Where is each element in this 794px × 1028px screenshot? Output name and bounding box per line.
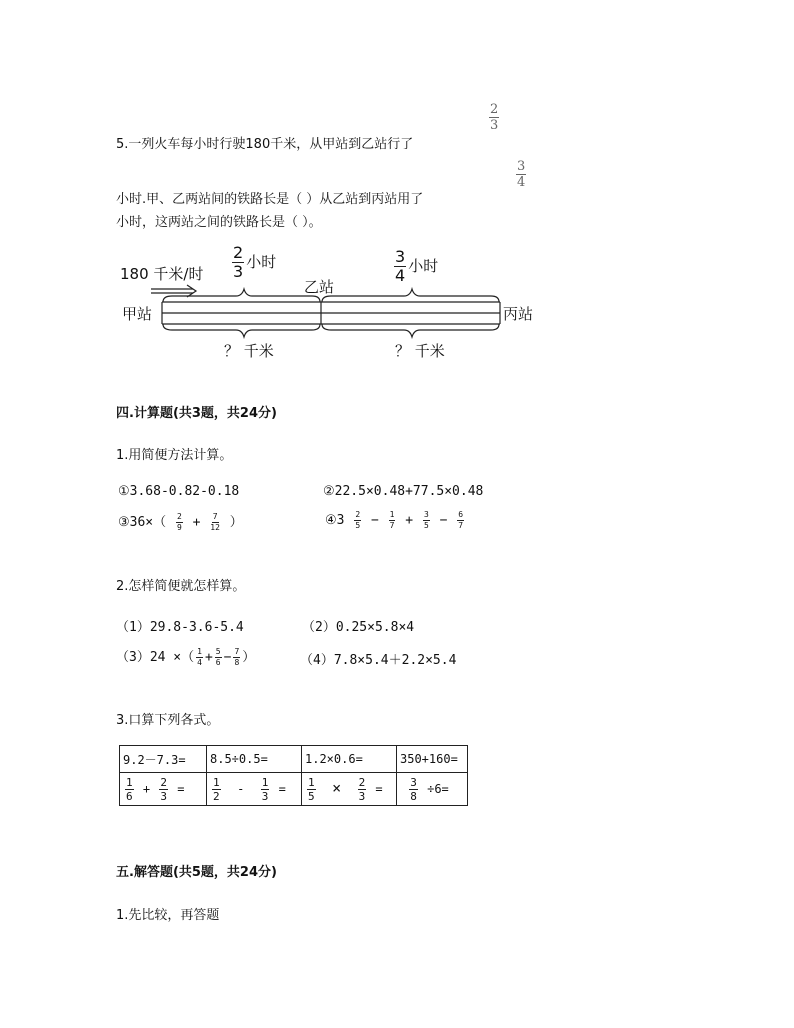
numerator: 2: [233, 243, 244, 262]
q2-item-3: [116, 646, 255, 667]
denominator: 3: [233, 262, 244, 281]
denominator: 5: [308, 789, 315, 803]
table-cell: [397, 773, 468, 806]
equals-sign: =: [375, 781, 383, 796]
table-row: [120, 746, 468, 773]
numerator: 1: [213, 775, 220, 789]
numerator: 7: [212, 512, 218, 521]
mental-math-table: [119, 745, 468, 806]
denominator: 4: [517, 175, 526, 190]
q2-item-4: （4）7.8×5.4＋2.2×5.4: [300, 653, 457, 668]
numerator: 3: [423, 510, 429, 519]
q2-item-2: （2）0.25×5.8×4: [302, 620, 415, 635]
numerator: 2: [358, 775, 366, 789]
station-a-label: 甲站: [122, 305, 153, 323]
direction-arrow: [151, 285, 196, 297]
item-prefix: ③36×（: [118, 515, 167, 530]
q1-item-d: [325, 511, 466, 530]
denominator: 3: [261, 789, 269, 803]
top-brace-1: [163, 289, 320, 302]
numerator: 2: [355, 510, 361, 519]
numerator: 1: [126, 775, 133, 789]
denominator: 4: [395, 266, 406, 285]
table-cell: [302, 773, 397, 806]
time2-unit: 小时: [408, 257, 439, 275]
section5-q1: 1.先比较，再答题: [116, 908, 220, 923]
q1-item-b: ②22.5×0.48+77.5×0.48: [323, 484, 484, 499]
problem5-line1: 5.一列火车每小时行驶180千米，从甲站到乙站行了: [116, 137, 414, 152]
operator: +: [405, 513, 414, 528]
problem5-line2: 小时.甲、乙两站间的铁路长是（ ）从乙站到丙站用了: [116, 192, 424, 207]
operator: +: [204, 650, 213, 665]
operator: -: [237, 781, 245, 796]
denominator: 2: [213, 789, 220, 803]
numerator: 1: [261, 775, 269, 789]
item-suffix: ）: [242, 650, 256, 665]
denominator: 3: [358, 789, 366, 803]
table-cell: 1.2×0.6=: [302, 746, 397, 773]
table-cell: [120, 773, 207, 806]
table-cell: 350+160=: [397, 746, 468, 773]
numerator: 2: [176, 512, 182, 521]
denominator: 7: [458, 521, 464, 530]
numerator: 3: [517, 159, 526, 174]
numerator: 1: [389, 510, 395, 519]
section5-heading: 五.解答题(共5题，共24分): [116, 865, 277, 880]
denominator: 8: [234, 658, 240, 667]
table-cell: 9.2－7.3=: [120, 746, 207, 773]
table-cell: 8.5÷0.5=: [207, 746, 302, 773]
item-prefix: （3）24 ×（: [116, 650, 195, 665]
denominator: 3: [160, 789, 167, 803]
distance-question-2: ？ 千米: [395, 342, 445, 360]
time1-unit: 小时: [246, 253, 277, 271]
bottom-brace-1: [163, 324, 320, 337]
numerator: 7: [234, 647, 240, 656]
q3-title: 3.口算下列各式。: [116, 713, 220, 728]
railway-diagram: [0, 0, 794, 400]
item-suffix: ）: [229, 515, 243, 530]
railway-track: [162, 302, 500, 324]
numerator: 1: [308, 775, 315, 789]
q2-title: 2.怎样简便就怎样算。: [116, 579, 246, 594]
numerator: 2: [490, 102, 499, 117]
denominator: 7: [389, 521, 395, 530]
numerator: 6: [458, 510, 464, 519]
item-prefix: ④3: [325, 513, 345, 528]
operator: ×: [332, 778, 342, 797]
denominator: 12: [210, 523, 220, 532]
operator: ÷6=: [427, 781, 449, 796]
operator: −: [370, 513, 379, 528]
equals-sign: =: [177, 781, 185, 796]
denominator: 6: [126, 789, 133, 803]
table-row: [120, 773, 468, 806]
table-cell: [207, 773, 302, 806]
numerator: 2: [160, 775, 167, 789]
denominator: 3: [490, 118, 499, 133]
numerator: 1: [197, 647, 202, 656]
operator: +: [142, 781, 151, 796]
diagram-speed-label: 180 千米/时: [120, 265, 204, 283]
q1-item-a: ①3.68-0.82-0.18: [118, 484, 240, 499]
bottom-brace-2: [322, 324, 499, 337]
denominator: 5: [423, 521, 429, 530]
equals-sign: =: [278, 781, 286, 796]
station-c-label: 丙站: [503, 305, 534, 323]
q1-title: 1.用简便方法计算。: [116, 448, 233, 463]
numerator: 3: [410, 775, 417, 789]
operator: −: [223, 650, 232, 665]
operator: +: [192, 515, 201, 530]
denominator: 9: [176, 523, 182, 532]
station-b-label: 乙站: [304, 278, 335, 296]
numerator: 3: [395, 247, 406, 266]
q2-item-1: （1）29.8-3.6-5.4: [116, 620, 244, 635]
numerator: 5: [215, 647, 221, 656]
q1-item-c: [118, 511, 243, 532]
denominator: 5: [355, 521, 361, 530]
denominator: 4: [197, 658, 202, 667]
section4-heading: 四.计算题(共3题，共24分): [116, 406, 277, 421]
denominator: 6: [215, 658, 221, 667]
problem5-line3: 小时，这两站之间的铁路长是（ ）。: [116, 215, 322, 230]
operator: −: [439, 513, 448, 528]
top-brace-2: [322, 289, 499, 302]
denominator: 8: [410, 789, 417, 803]
distance-question-1: ？ 千米: [224, 342, 274, 360]
